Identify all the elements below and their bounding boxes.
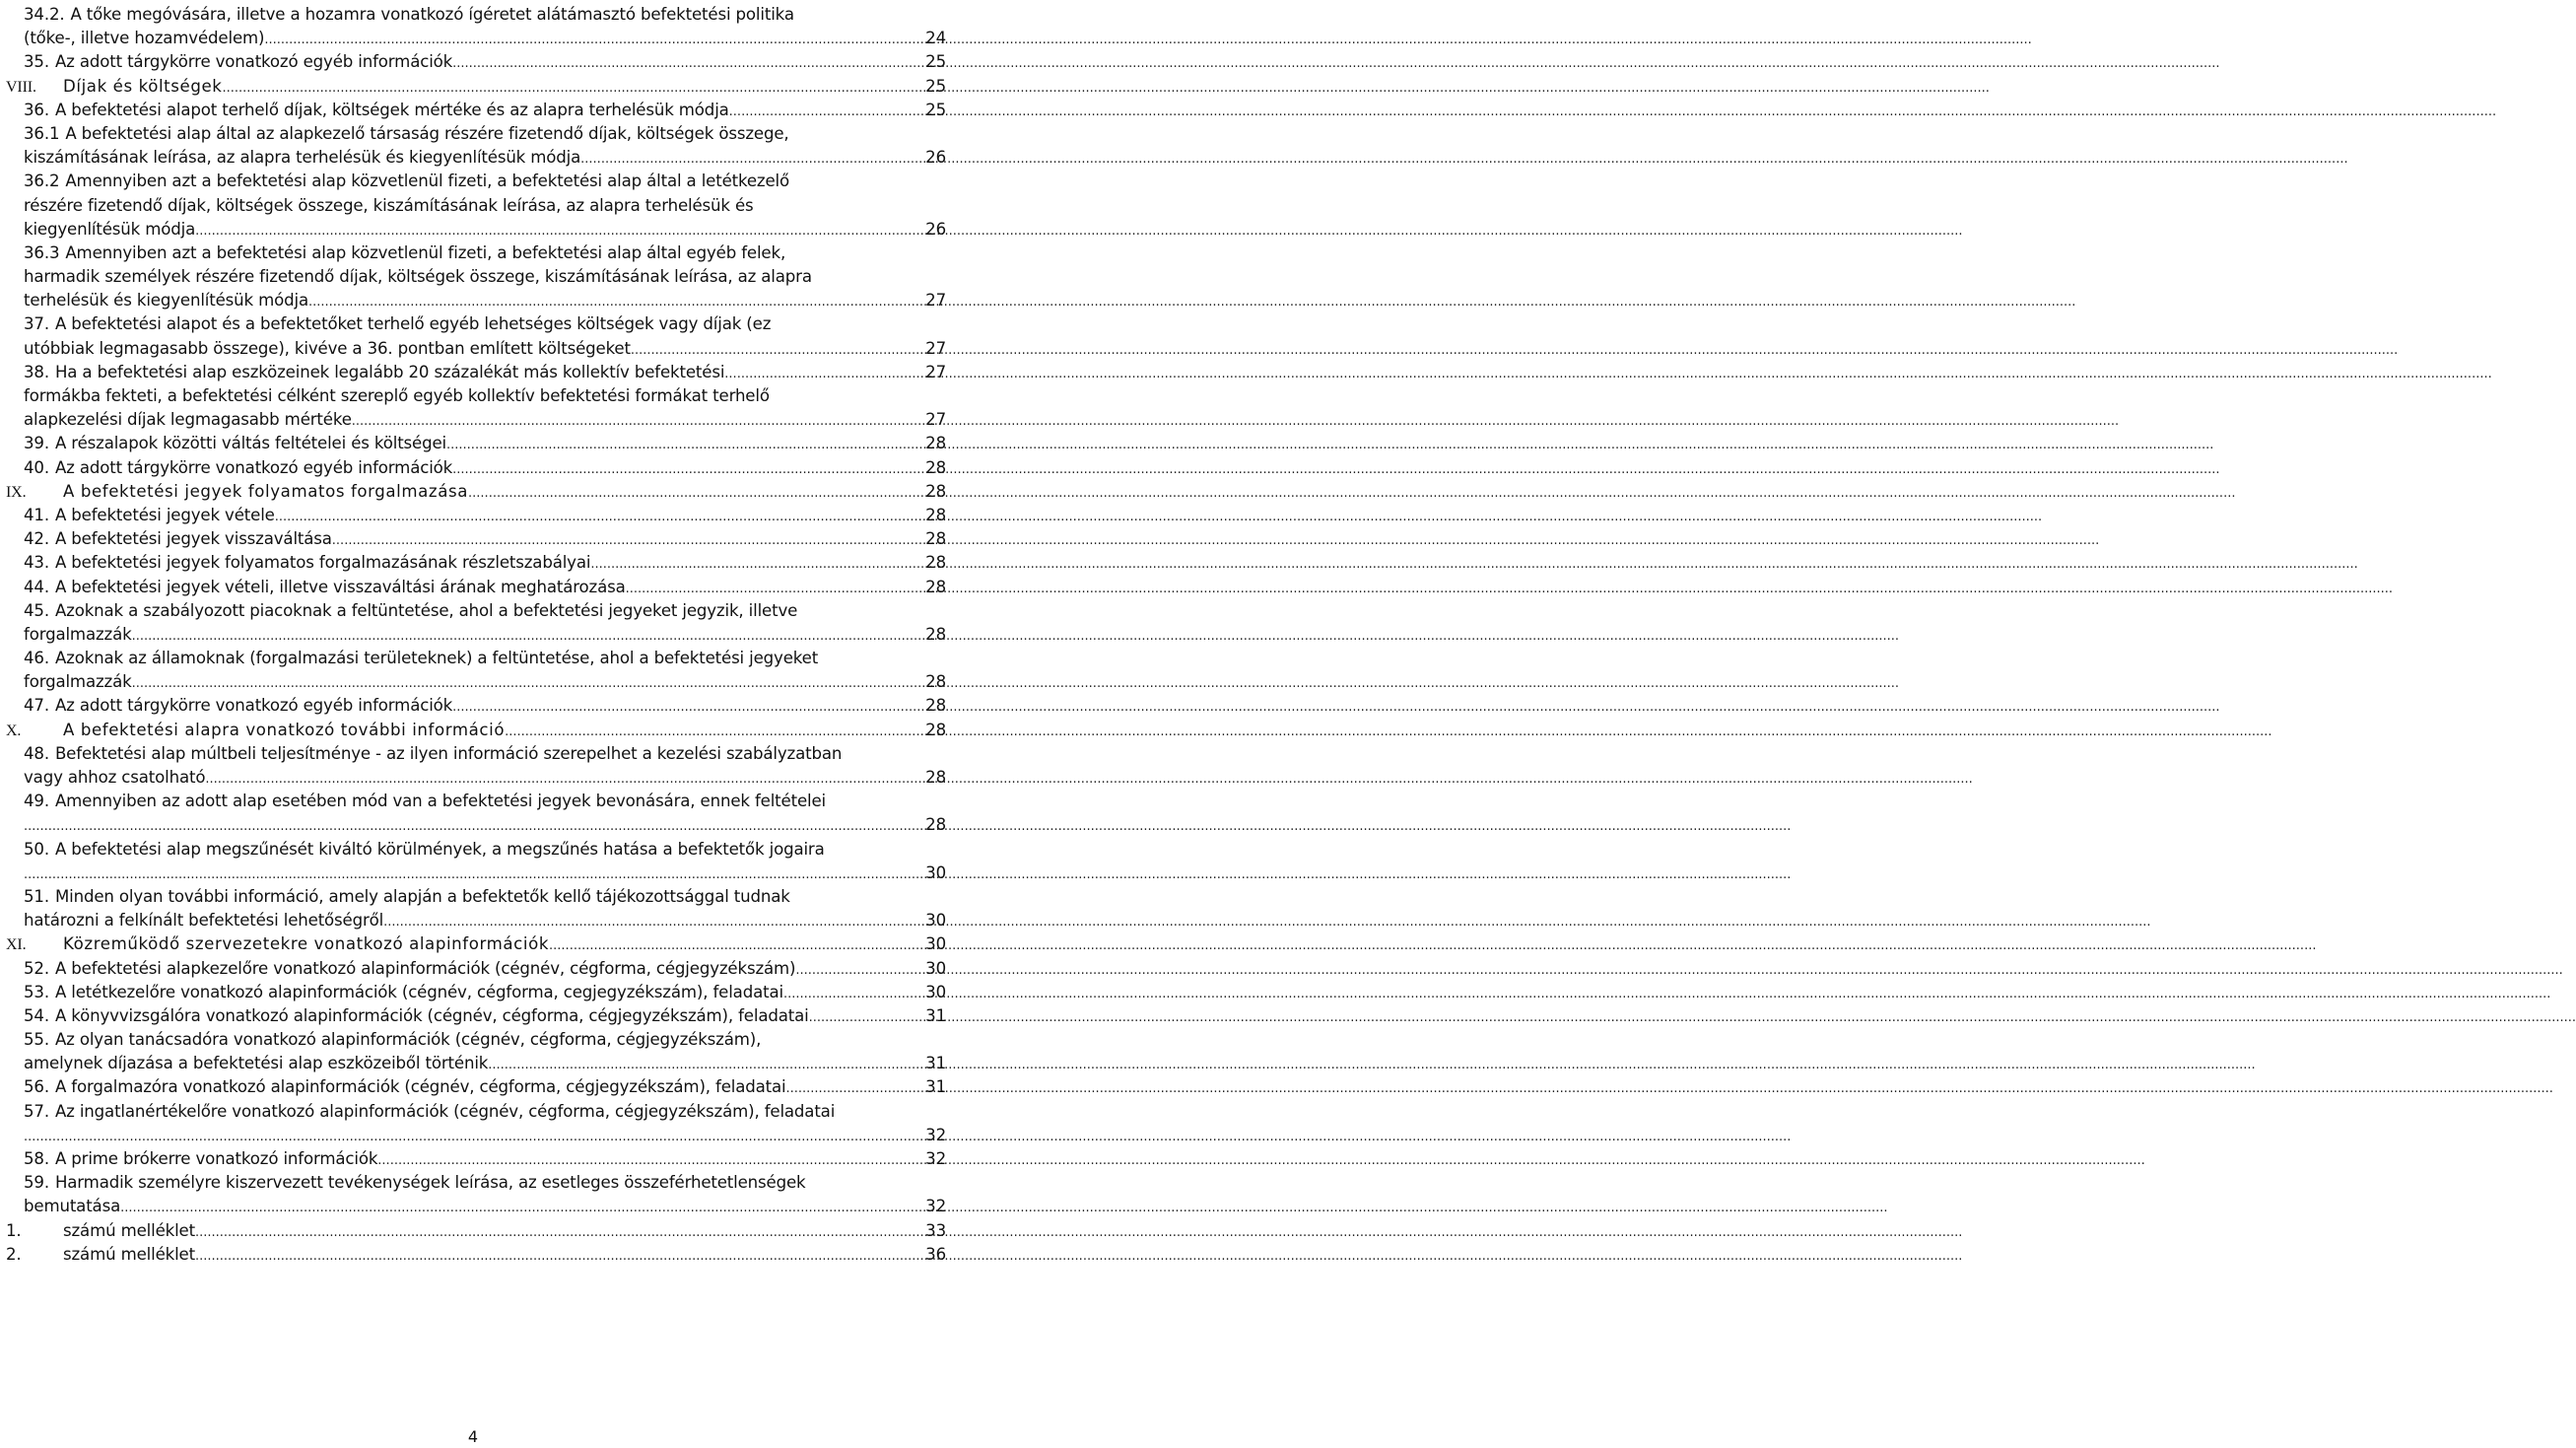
toc-page-number: 28	[925, 672, 946, 692]
toc-entry-number: 46.	[24, 649, 49, 668]
toc-leader-dots	[783, 981, 924, 1006]
toc-entry-title: utóbbiak legmagasabb összege), kivéve a 36. pontban említett költségeket	[24, 338, 631, 358]
toc-line[interactable]	[0, 1147, 946, 1171]
toc-leader-dots	[195, 218, 924, 243]
toc-entry-number: 34.2.	[24, 5, 65, 24]
toc-entry-title: bemutatása	[24, 1197, 121, 1216]
toc-entry-title: A prime brókerre vonatkozó információk	[54, 1149, 378, 1168]
toc-line[interactable]	[0, 838, 946, 862]
toc-entry-number: 43.	[24, 553, 49, 573]
toc-leader-dots	[590, 551, 924, 577]
toc-line[interactable]	[0, 265, 946, 289]
toc-entry-text	[24, 981, 783, 1004]
toc-line[interactable]	[0, 456, 946, 480]
toc-line[interactable]	[0, 1004, 946, 1028]
toc-page-number: 30	[925, 862, 946, 882]
toc-leader-dots	[24, 1124, 924, 1149]
toc-entry-title: Harmadik személyre kiszervezett tevékenységek leírása, az esetleges összeférhetetlenségek	[54, 1173, 806, 1193]
toc-entry-title: Amennyiben az adott alap esetében mód van a befektetési jegyek bevonására, ennek feltételei	[54, 792, 826, 811]
toc-entry-title: (tőke-, illetve hozamvédelem)	[24, 29, 265, 48]
toc-entry-text	[24, 742, 842, 766]
toc-leader-dots	[24, 862, 924, 887]
toc-line[interactable]	[0, 1195, 946, 1218]
toc-entry-title: A forgalmazóra vonatkozó alapinformációk (cégnév, cégforma, cégjegyzékszám), feladatai	[54, 1077, 786, 1097]
toc-leader-dots	[195, 1219, 924, 1245]
toc-line[interactable]	[0, 408, 946, 432]
toc-entry-text	[24, 790, 826, 813]
toc-entry-text	[24, 1100, 835, 1124]
toc-leader-dots	[795, 957, 924, 983]
toc-entry-text	[24, 576, 626, 599]
toc-page-number: 28	[925, 457, 946, 477]
toc-entry-title: forgalmazzák	[24, 624, 132, 644]
toc-line[interactable]	[0, 50, 946, 74]
toc-entry-text	[24, 1004, 809, 1028]
toc-line[interactable]	[0, 170, 946, 193]
toc-page-number: 28	[925, 481, 946, 501]
toc-entry-title: vagy ahhoz csatolható	[24, 768, 206, 787]
toc-entry-title: Közreműködő szervezetekre vonatkozó alapinformációk	[63, 934, 550, 954]
toc-entry-title: Az adott tárgykörre vonatkozó egyéb információk	[54, 52, 453, 72]
toc-line[interactable]	[0, 289, 946, 312]
toc-entry-text	[24, 838, 825, 862]
toc-line[interactable]	[0, 909, 946, 932]
toc-leader-dots	[352, 408, 924, 434]
toc-entry-text	[24, 456, 452, 480]
toc-entry-text	[24, 241, 785, 265]
toc-entry-title: Ha a befektetési alap eszközeinek legalább 20 százalékát más kollektív befektetési	[54, 362, 725, 381]
toc-leader-dots	[446, 432, 924, 457]
toc-leader-dots	[222, 75, 924, 101]
toc-entry-title: A tőke megóvására, illetve a hozamra vonatkozó ígéretet alátámasztó befektetési politika	[70, 5, 794, 24]
toc-leader-dots	[132, 670, 925, 696]
toc-leader-dots	[809, 1004, 925, 1030]
toc-page-number: 28	[925, 768, 946, 787]
toc-entry-title: A befektetési jegyek vételi, illetve visszaváltási árának meghatározása	[54, 577, 626, 596]
toc-entry-text	[24, 170, 789, 193]
toc-line[interactable]	[0, 1052, 946, 1075]
toc-leader-dots	[383, 909, 924, 934]
toc-line[interactable]	[0, 384, 946, 408]
toc-entry-text	[6, 480, 468, 505]
toc-page-number: 28	[925, 720, 946, 739]
toc-entry-title: Befektetési alap múltbeli teljesítménye - az ilyen információ szerepelhet a kezelési szabályzatban	[54, 743, 843, 763]
toc-leader-dots	[205, 766, 924, 792]
toc-line[interactable]	[0, 527, 946, 551]
toc-entry-title: kiszámításának leírása, az alapra terhelésük és kiegyenlítésük módja	[24, 148, 581, 168]
toc-entry-number: 36.2	[24, 172, 60, 191]
toc-entry-number: 53.	[24, 982, 49, 1001]
toc-entry-title: A befektetési jegyek visszaváltása	[54, 529, 332, 549]
toc-entry-number: 39.	[24, 434, 49, 453]
toc-entry-title: A befektetési alapot és a befektetőket terhelő egyéb lehetséges költségek vagy díjak (ez	[54, 314, 772, 334]
toc-entry-title: Minden olyan további információ, amely alapján a befektetők kellő tájékozottsággal tudnak	[54, 886, 790, 906]
toc-entry-text	[24, 694, 452, 718]
toc-line[interactable]	[0, 146, 946, 170]
toc-entry-number: VIII.	[6, 78, 36, 96]
toc-entry-title: számú melléklet	[63, 1244, 195, 1264]
toc-line[interactable]	[0, 1243, 946, 1267]
toc-entry-text	[24, 909, 383, 932]
toc-entry-text	[24, 1195, 120, 1218]
toc-entry-text	[24, 647, 818, 670]
toc-leader-dots	[452, 50, 924, 76]
toc-leader-dots	[724, 361, 924, 386]
toc-leader-dots	[120, 1195, 924, 1220]
toc-page-number: 26	[925, 219, 946, 239]
toc-entry-title: A befektetési jegyek folyamatos forgalmazása	[63, 481, 469, 501]
toc-entry-text	[24, 337, 631, 361]
toc-entry-title: Az adott tárgykörre vonatkozó egyéb információk	[54, 457, 453, 477]
toc-entry-number: 54.	[24, 1005, 49, 1025]
toc-entry-title: amelynek díjazása a befektetési alap eszközeiből történik	[24, 1054, 489, 1073]
toc-page-number: 28	[925, 624, 946, 644]
toc-line[interactable]	[0, 194, 946, 218]
toc-page-number: 28	[925, 529, 946, 549]
toc-line[interactable]	[0, 122, 946, 146]
toc-entry-text	[24, 885, 790, 909]
toc-entry-number: 44.	[24, 577, 49, 596]
toc-line[interactable]	[0, 670, 946, 694]
toc-leader-dots	[580, 146, 924, 172]
toc-entry-title: Amennyiben azt a befektetési alap közvetlenül fizeti, a befektetési alap által a letétkezelő	[65, 172, 789, 191]
toc-entry-text	[24, 527, 332, 551]
toc-page-number: 27	[925, 291, 946, 310]
toc-entry-number: 41.	[24, 505, 49, 524]
toc-entry-number: 50.	[24, 839, 49, 859]
toc-entry-number: 36.1	[24, 123, 60, 143]
table-of-contents	[0, 3, 946, 1267]
toc-line[interactable]	[0, 957, 946, 981]
toc-leader-dots	[452, 456, 924, 482]
toc-line[interactable]	[0, 647, 946, 670]
toc-entry-text	[6, 1243, 195, 1267]
toc-entry-title: harmadik személyek részére fizetendő díjak, költségek összege, kiszámításának leírása, az alapra	[24, 267, 812, 287]
toc-entry-number: 55.	[24, 1030, 49, 1050]
toc-page-number: 30	[925, 934, 946, 954]
toc-page-number: 36	[925, 1244, 946, 1264]
toc-entry-text	[24, 289, 308, 312]
toc-entry-text	[24, 599, 797, 623]
toc-page-number: 28	[925, 815, 946, 835]
toc-line[interactable]	[0, 694, 946, 718]
toc-entry-text	[24, 218, 195, 241]
toc-line[interactable]	[0, 75, 946, 99]
toc-entry-number: 51.	[24, 886, 49, 906]
toc-page-number: 28	[925, 696, 946, 716]
toc-leader-dots	[631, 337, 924, 363]
toc-leader-dots	[132, 623, 925, 649]
toc-page-number: 27	[925, 410, 946, 430]
toc-entry-text	[24, 312, 771, 336]
toc-entry-title: Díjak és költségek	[63, 76, 223, 96]
toc-entry-title: A könyvvizsgálóra vonatkozó alapinformációk (cégnév, cégforma, cégjegyzékszám), feladatai	[54, 1005, 809, 1025]
toc-page-number: 32	[925, 1197, 946, 1216]
toc-entry-text	[24, 50, 452, 74]
toc-line[interactable]	[0, 981, 946, 1004]
toc-line[interactable]	[0, 1028, 946, 1052]
toc-entry-number: 48.	[24, 743, 49, 763]
toc-leader-dots	[24, 813, 924, 839]
toc-entry-number: 52.	[24, 958, 49, 978]
toc-page-number: 27	[925, 362, 946, 381]
toc-entry-text	[24, 361, 724, 384]
toc-entry-number: 36.3	[24, 242, 60, 262]
toc-leader-dots	[275, 504, 924, 529]
toc-line[interactable]	[0, 27, 946, 50]
toc-entry-title: kiegyenlítésük módja	[24, 219, 196, 239]
toc-entry-title: Azoknak a szabályozott piacoknak a feltüntetése, ahol a befektetési jegyeket jegyzik, illetve	[54, 600, 798, 620]
toc-entry-text	[24, 957, 795, 981]
toc-line[interactable]	[0, 742, 946, 766]
toc-entry-text	[24, 766, 205, 790]
toc-entry-number: IX.	[6, 483, 27, 501]
toc-leader-dots	[264, 27, 924, 52]
toc-line[interactable]	[0, 551, 946, 575]
toc-line[interactable]	[0, 790, 946, 813]
toc-entry-title: A letétkezelőre vonatkozó alapinformációk (cégnév, cégforma, cegjegyzékszám), feladatai	[54, 982, 783, 1001]
toc-leader-dots	[308, 289, 924, 314]
toc-line[interactable]	[0, 885, 946, 909]
toc-entry-number: 42.	[24, 529, 49, 549]
toc-page-number: 28	[925, 505, 946, 524]
toc-entry-text	[24, 3, 794, 27]
toc-entry-number: 57.	[24, 1101, 49, 1121]
toc-entry-title: A részalapok közötti váltás feltételei és költségei	[54, 434, 447, 453]
toc-entry-number: 35.	[24, 52, 49, 72]
toc-entry-text	[6, 932, 549, 957]
toc-line[interactable]	[0, 1100, 946, 1124]
toc-entry-number: 2.	[6, 1244, 22, 1264]
toc-entry-title: A befektetési alapra vonatkozó további információ	[63, 720, 506, 739]
toc-leader-dots	[786, 1075, 925, 1101]
toc-entry-text	[24, 432, 446, 455]
toc-page-number: 25	[925, 76, 946, 96]
toc-leader-dots	[626, 576, 925, 601]
toc-entry-title: A befektetési jegyek folyamatos forgalmazásának részletszabályai	[54, 553, 591, 573]
toc-entry-text	[24, 194, 754, 218]
toc-line[interactable]	[0, 1219, 946, 1243]
toc-entry-title: határozni a felkínált befektetési lehetőségről	[24, 911, 384, 931]
toc-entry-text	[24, 27, 264, 50]
toc-entry-title: forgalmazzák	[24, 672, 132, 692]
toc-entry-text	[24, 99, 729, 122]
toc-line[interactable]	[0, 432, 946, 455]
toc-entry-title: A befektetési alap megszűnését kiváltó körülmények, a megszűnés hatása a befektetők jogaira	[54, 839, 825, 859]
toc-page-number: 31	[925, 1005, 946, 1025]
toc-entry-title: Amennyiben azt a befektetési alap közvetlenül fizeti, a befektetési alap által egyéb felek,	[65, 242, 786, 262]
toc-entry-text	[24, 122, 789, 146]
toc-leader-dots	[549, 932, 924, 958]
toc-entry-title: A befektetési alap által az alapkezelő társaság részére fizetendő díjak, költségek összege,	[65, 123, 789, 143]
toc-line[interactable]	[0, 99, 946, 122]
toc-page-number: 24	[925, 29, 946, 48]
toc-leader-dots	[729, 99, 925, 124]
toc-entry-text	[24, 1147, 377, 1171]
toc-line[interactable]	[0, 599, 946, 623]
toc-entry-number: 38.	[24, 362, 49, 381]
toc-entry-title: részére fizetendő díjak, költségek összege, kiszámításának leírása, az alapra terhelésük és	[24, 195, 754, 215]
toc-entry-number: 45.	[24, 600, 49, 620]
page-number: 4	[467, 1427, 479, 1446]
toc-page-number: 28	[925, 553, 946, 573]
toc-entry-title: terhelésük és kiegyenlítésük módja	[24, 291, 308, 310]
toc-line[interactable]	[0, 719, 946, 742]
toc-page-number: 32	[925, 1149, 946, 1168]
toc-page-number: 25	[925, 100, 946, 119]
toc-page-number: 25	[925, 52, 946, 72]
toc-entry-number: X.	[6, 722, 22, 739]
toc-entry-number: 1.	[6, 1220, 22, 1240]
toc-page-number: 30	[925, 911, 946, 931]
toc-entry-title: számú melléklet	[63, 1220, 195, 1240]
toc-page-number: 31	[925, 1054, 946, 1073]
toc-entry-text	[6, 75, 222, 100]
toc-entry-title: Azoknak az államoknak (forgalmazási területeknek) a feltüntetése, ahol a befektetési jegyeket	[54, 649, 819, 668]
toc-leader-dots	[195, 1243, 924, 1269]
toc-line[interactable]	[0, 766, 946, 790]
toc-line[interactable]	[0, 337, 946, 361]
toc-leader-dots	[488, 1052, 924, 1077]
toc-line[interactable]	[0, 576, 946, 599]
toc-leader-dots	[505, 719, 924, 744]
toc-entry-title: A befektetési alapot terhelő díjak, költségek mértéke és az alapra terhelésük módja	[54, 100, 729, 119]
toc-entry-text	[24, 1028, 761, 1052]
toc-entry-number: 40.	[24, 457, 49, 477]
toc-entry-text	[24, 408, 352, 432]
toc-entry-number: 49.	[24, 792, 49, 811]
toc-entry-title: Az olyan tanácsadóra vonatkozó alapinformációk (cégnév, cégforma, cégjegyzékszám),	[54, 1030, 762, 1050]
toc-line[interactable]	[0, 813, 946, 837]
toc-entry-text	[24, 384, 770, 408]
toc-entry-number: 47.	[24, 696, 49, 716]
toc-line[interactable]	[0, 504, 946, 527]
toc-page-number: 30	[925, 958, 946, 978]
toc-page-number: 30	[925, 982, 946, 1001]
toc-entry-text	[24, 1052, 488, 1075]
toc-page-number: 31	[925, 1077, 946, 1097]
toc-entry-text	[24, 504, 275, 527]
toc-line[interactable]	[0, 480, 946, 504]
toc-page-number: 32	[925, 1125, 946, 1144]
toc-line[interactable]	[0, 932, 946, 956]
toc-entry-text	[24, 551, 590, 575]
toc-entry-title: Az adott tárgykörre vonatkozó egyéb információk	[54, 696, 453, 716]
toc-entry-number: 59.	[24, 1173, 49, 1193]
toc-line[interactable]	[0, 312, 946, 336]
toc-line[interactable]	[0, 623, 946, 647]
toc-line[interactable]	[0, 3, 946, 27]
toc-entry-number: XI.	[6, 936, 27, 954]
toc-leader-dots	[332, 527, 924, 553]
toc-leader-dots	[452, 694, 924, 720]
toc-page-number: 26	[925, 148, 946, 168]
toc-leader-dots	[468, 480, 924, 506]
toc-page-number: 28	[925, 577, 946, 596]
toc-entry-title: A befektetési jegyek vétele	[54, 505, 275, 524]
toc-entry-text	[6, 1219, 195, 1243]
toc-line[interactable]	[0, 1075, 946, 1099]
toc-entry-number: 56.	[24, 1077, 49, 1097]
toc-entry-number: 37.	[24, 314, 49, 334]
toc-line[interactable]	[0, 1171, 946, 1195]
toc-leader-dots	[377, 1147, 924, 1173]
toc-entry-text	[24, 1075, 786, 1099]
toc-entry-text	[24, 623, 132, 647]
toc-line[interactable]	[0, 218, 946, 241]
toc-line[interactable]	[0, 862, 946, 885]
toc-entry-text	[24, 265, 812, 289]
toc-entry-title: formákba fekteti, a befektetési célként szereplő egyéb kollektív befektetési formákat terhelő	[24, 386, 770, 405]
toc-entry-text	[24, 146, 580, 170]
toc-line[interactable]	[0, 361, 946, 384]
toc-line[interactable]	[0, 1124, 946, 1147]
toc-entry-number: 36.	[24, 100, 49, 119]
toc-entry-text	[24, 1171, 806, 1195]
toc-entry-title: Az ingatlanértékelőre vonatkozó alapinformációk (cégnév, cégforma, cégjegyzékszám), feladatai	[54, 1101, 836, 1121]
toc-entry-text	[6, 719, 505, 743]
toc-page-number: 28	[925, 434, 946, 453]
toc-entry-title: A befektetési alapkezelőre vonatkozó alapinformációk (cégnév, cégforma, cégjegyzékszám)	[54, 958, 796, 978]
toc-page-number: 27	[925, 338, 946, 358]
toc-line[interactable]	[0, 241, 946, 265]
toc-entry-number: 58.	[24, 1149, 49, 1168]
toc-entry-text	[24, 670, 132, 694]
toc-page-number: 33	[925, 1220, 946, 1240]
toc-entry-title: alapkezelési díjak legmagasabb mértéke	[24, 410, 352, 430]
